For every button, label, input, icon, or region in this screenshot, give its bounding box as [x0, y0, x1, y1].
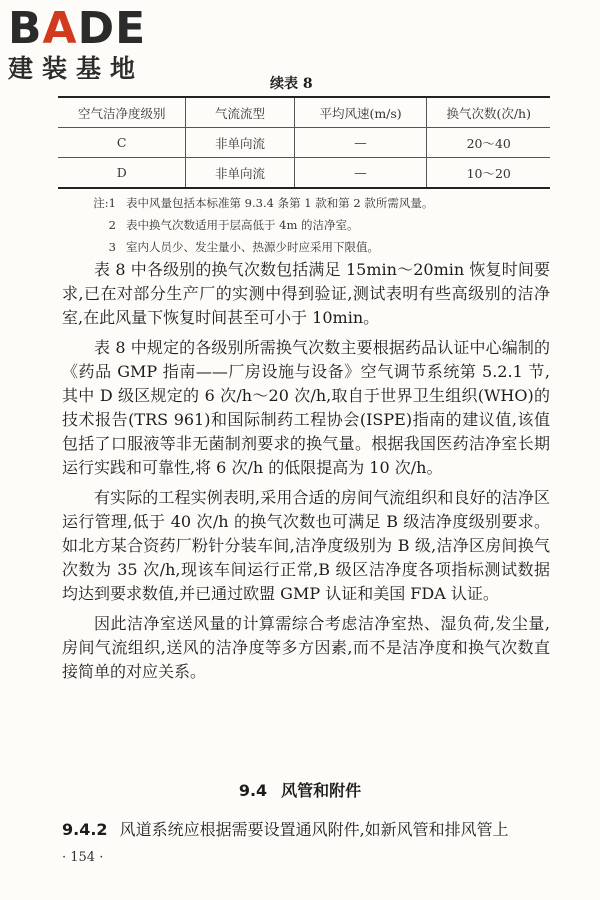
table-header-cell: 空气洁净度级别	[58, 97, 186, 128]
table-note	[86, 236, 433, 258]
clause-number: 9.4.2	[62, 820, 108, 839]
table-note	[86, 192, 433, 214]
section-number: 9.4	[238, 781, 268, 800]
section-heading	[0, 778, 600, 801]
table-header-cell: 平均风速(m/s)	[294, 97, 427, 128]
table-cell: —	[294, 158, 427, 189]
note-number: 3	[108, 240, 116, 254]
table-header-cell: 气流流型	[186, 97, 294, 128]
table-cell: —	[294, 128, 427, 158]
continued-table	[58, 96, 550, 189]
table-cell: 20～40	[427, 128, 550, 158]
table-cell: D	[58, 158, 186, 189]
note-number: 2	[108, 218, 116, 232]
table-cell: 10～20	[427, 158, 550, 189]
table-cell: C	[58, 128, 186, 158]
clause	[62, 818, 550, 842]
table-header-cell: 换气次数(次/h)	[427, 97, 550, 128]
logo	[8, 3, 178, 84]
table-note	[86, 214, 433, 236]
table-row	[58, 158, 550, 189]
paragraph: 表 8 中各级别的换气次数包括满足 15min～20min 恢复时间要求,已在对部分生产厂的实测中得到验证,测试表明有些高级别的洁净室,在此风量下恢复时间甚至可小于 10min。	[62, 260, 550, 327]
table-notes	[86, 192, 433, 258]
table-cell: 非单向流	[186, 158, 294, 189]
page-number: · 154 ·	[62, 850, 104, 865]
note-text: 室内人员少、发尘量小、热源少时应采用下限值。	[126, 240, 379, 254]
table-header-row	[58, 97, 550, 128]
paragraph: 表 8 中规定的各级别所需换气次数主要根据药品认证中心编制的《药品 GMP 指南——厂房设施与设备》空气调节系统第 5.2.1 节,其中 D 级区规定的 6 次/h～20 次/h,取自于世界卫生组织(WHO)的技术报告(TRS 961)和国际制药工程协会(ISPE)指南的建议值,该值包括了口服液等非无菌制剂要求的换气量。根据我国医药洁净室长期运行实践和可靠性,将 6 次/h 的低限提高为 10 次/h。	[62, 338, 550, 477]
paragraph: 有实际的工程实例表明,采用合适的房间气流组织和良好的洁净区运行管理,低于 40 次/h 的换气次数也可满足 B 级洁净度级别要求。如北方某合资药厂粉针分装车间,洁净度级别为 B 级,洁净区房间换气次数为 35 次/h,现该车间运行正常,B 级区洁净度各项指标测试数据均达到要求数值,并已通过欧盟 GMP 认证和美国 FDA 认证。	[62, 488, 550, 603]
paragraph: 因此洁净室送风量的计算需综合考虑洁净室热、湿负荷,发尘量,房间气流组织,送风的洁净度等多方因素,而不是洁净度和换气次数直接简单的对应关系。	[62, 614, 550, 681]
table-row	[58, 128, 550, 158]
clause-text: 风道系统应根据需要设置通风附件,如新风管和排风管上	[119, 820, 509, 839]
logo-wordmark: BADE	[8, 3, 147, 54]
table-caption: 续表 8	[270, 76, 313, 92]
note-number: 注:1	[93, 196, 116, 210]
section-title-text: 风管和附件	[281, 781, 362, 800]
note-text: 表中风量包括本标准第 9.3.4 条第 1 款和第 2 款所需风量。	[126, 196, 434, 210]
note-text: 表中换气次数适用于层高低于 4m 的洁净室。	[126, 218, 359, 232]
table-cell: 非单向流	[186, 128, 294, 158]
logo-subtitle: 建装基地	[8, 54, 145, 83]
body-text	[62, 258, 550, 690]
